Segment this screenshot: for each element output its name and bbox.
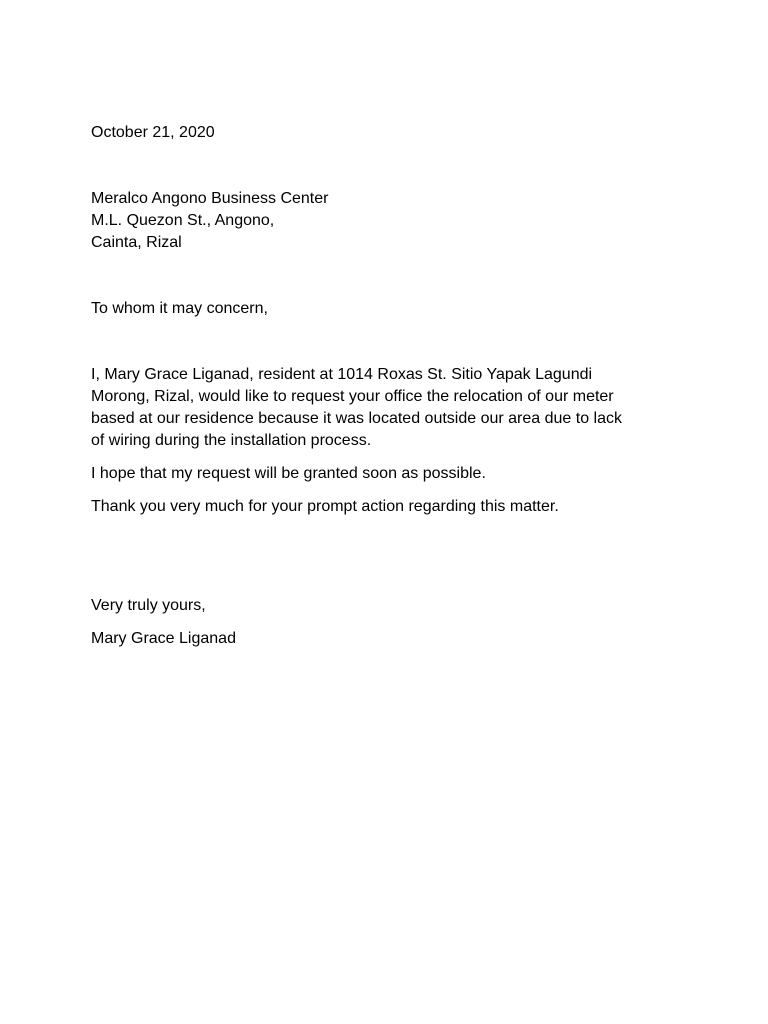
body-line: I, Mary Grace Liganad, resident at 1014 Roxas St. Sitio Yapak Lagundi bbox=[91, 366, 593, 383]
salutation: To whom it may concern, bbox=[91, 300, 268, 317]
recipient-line: Meralco Angono Business Center bbox=[91, 190, 329, 207]
letter-date: October 21, 2020 bbox=[91, 124, 215, 141]
signature-name: Mary Grace Liganad bbox=[91, 630, 236, 647]
body-line: based at our residence because it was located outside our area due to lack bbox=[91, 410, 622, 427]
recipient-address bbox=[91, 188, 328, 254]
body-paragraph-2: I hope that my request will be granted soon as possible. bbox=[91, 465, 486, 482]
body-line: Morong, Rizal, would like to request your office the relocation of our meter bbox=[91, 388, 614, 405]
body-line: of wiring during the installation process. bbox=[91, 432, 372, 449]
recipient-line: M.L. Quezon St., Angono, bbox=[91, 212, 275, 229]
recipient-line: Cainta, Rizal bbox=[91, 234, 182, 251]
closing: Very truly yours, bbox=[91, 597, 206, 614]
body-paragraph-3: Thank you very much for your prompt action regarding this matter. bbox=[91, 498, 559, 515]
body-paragraph-1 bbox=[91, 364, 622, 452]
